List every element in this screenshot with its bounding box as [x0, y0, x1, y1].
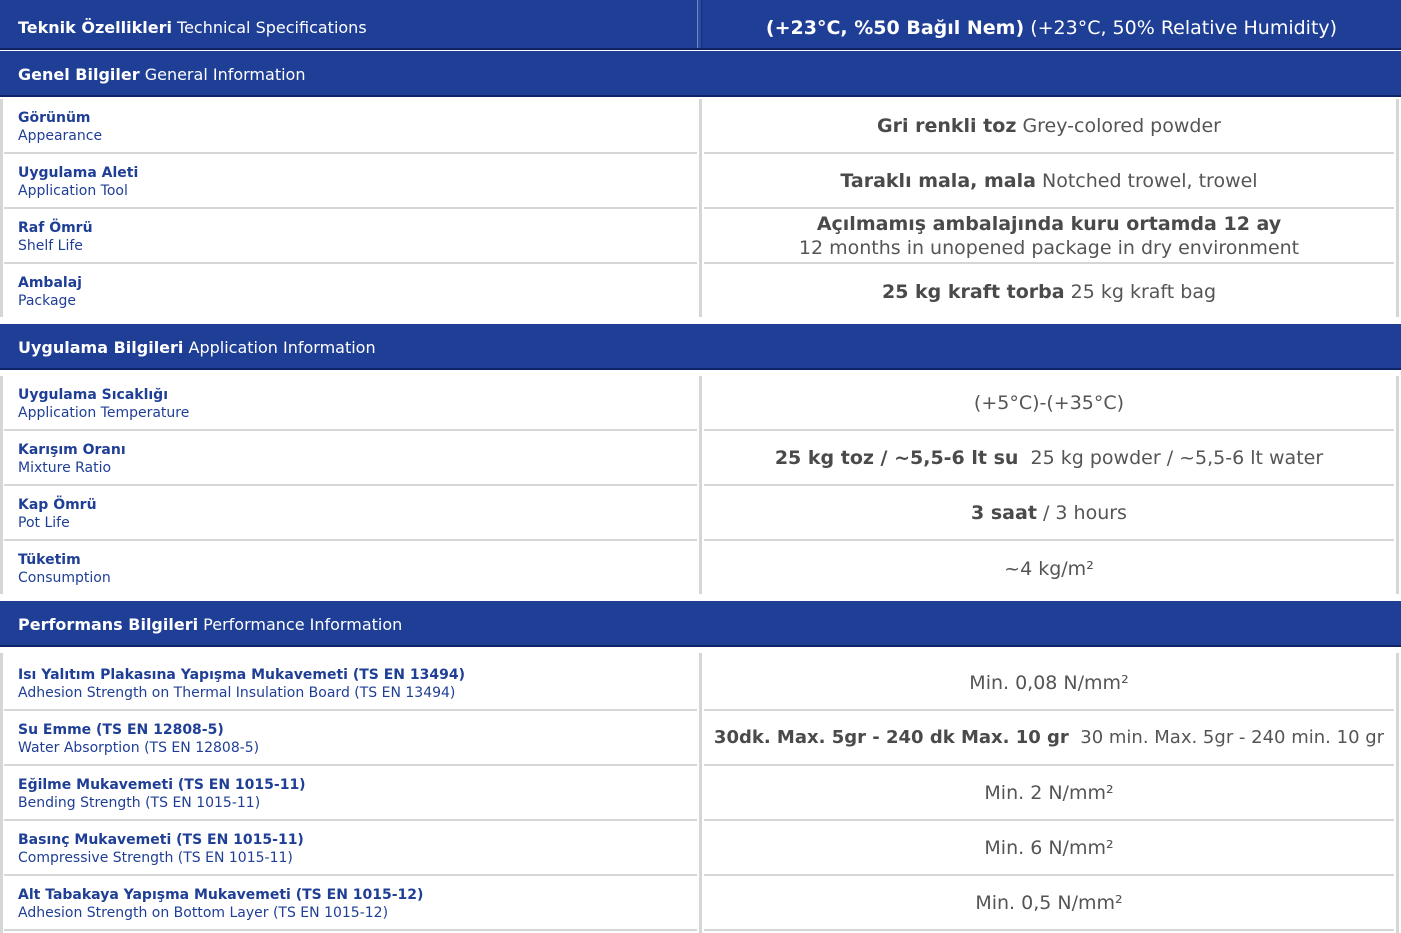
row-value: [704, 656, 1394, 711]
label-tr: Uygulama Aleti: [18, 165, 139, 181]
label-tr: Uygulama Sıcaklığı: [18, 387, 168, 403]
row-value: [704, 99, 1394, 154]
row-value: [704, 766, 1394, 821]
value-tr: Gri renkli toz: [877, 114, 1017, 137]
label-tr: Görünüm: [18, 110, 91, 126]
label-en: Package: [18, 293, 77, 309]
value-en: Min. 0,5 N/mm²: [975, 891, 1123, 914]
header-conditions: [702, 0, 1401, 48]
table-row: [0, 486, 1401, 541]
table-row: [0, 209, 1401, 264]
row-label: [4, 821, 697, 876]
row-label: [4, 541, 697, 596]
label-en: Mixture Ratio: [18, 460, 112, 476]
table-row: [0, 821, 1401, 876]
row-label: [4, 209, 697, 264]
label-en: Compressive Strength (TS EN 1015-11): [18, 850, 293, 866]
row-value: [704, 876, 1394, 931]
value-en: Grey-colored powder: [1022, 114, 1221, 137]
row-label: [4, 431, 697, 486]
table-row: [0, 541, 1401, 596]
header-title-tr: Teknik Özellikleri: [18, 18, 172, 37]
value-tr: Taraklı mala, mala: [840, 169, 1036, 192]
row-value: [704, 264, 1394, 319]
label-en: Bending Strength (TS EN 1015-11): [18, 795, 261, 811]
section-title-tr: Genel Bilgiler: [18, 65, 140, 84]
row-label: [4, 876, 697, 931]
label-tr: Basınç Mukavemeti (TS EN 1015-11): [18, 832, 304, 848]
label-tr: Raf Ömrü: [18, 220, 93, 236]
value-en: 30 min. Max. 5gr - 240 min. 10 gr: [1080, 726, 1385, 748]
value-en: 25 kg kraft bag: [1070, 280, 1217, 303]
table-row: [0, 711, 1401, 766]
row-label: [4, 486, 697, 541]
row-label: [4, 656, 697, 711]
table-row: [0, 766, 1401, 821]
label-en: Water Absorption (TS EN 12808-5): [18, 740, 260, 756]
section-title-tr: Uygulama Bilgileri: [18, 338, 184, 357]
row-label: [4, 711, 697, 766]
label-en: Consumption: [18, 570, 111, 586]
value-en: Min. 2 N/mm²: [984, 781, 1114, 804]
section-title-en: General Information: [144, 65, 306, 84]
row-label: [4, 376, 697, 431]
section-application-information: [0, 324, 1401, 370]
row-value: [704, 431, 1394, 486]
value-tr: Açılmamış ambalajında kuru ortamda 12 ay: [816, 212, 1282, 235]
section-title-tr: Performans Bilgileri: [18, 615, 199, 634]
row-value: [704, 541, 1394, 596]
table-row: [0, 154, 1401, 209]
header-conditions-tr: (+23°C, %50 Bağıl Nem): [765, 17, 1025, 39]
label-tr: Ambalaj: [18, 275, 82, 291]
label-en: Appearance: [18, 128, 103, 144]
value-tr: 25 kg kraft torba: [881, 280, 1065, 303]
value-en: Notched trowel, trowel: [1041, 169, 1258, 192]
label-tr: Isı Yalıtım Plakasına Yapışma Mukavemeti (TS EN 13494): [18, 667, 466, 683]
label-en: Application Temperature: [18, 405, 190, 421]
table-row: [0, 376, 1401, 431]
section-title-en: Application Information: [188, 338, 376, 357]
value-tr: 25 kg toz / ~5,5-6 lt su: [774, 446, 1019, 469]
table-row: [0, 656, 1401, 711]
label-tr: Su Emme (TS EN 12808-5): [18, 722, 224, 738]
label-tr: Eğilme Mukavemeti (TS EN 1015-11): [18, 777, 306, 793]
value-en: ~4 kg/m²: [1004, 557, 1094, 580]
row-value: [704, 376, 1394, 431]
value-en: Min. 0,08 N/mm²: [969, 671, 1129, 694]
table-header: [0, 0, 1401, 50]
label-tr: Tüketim: [18, 552, 81, 568]
value-en: 12 months in unopened package in dry environment: [798, 236, 1300, 259]
row-value: [704, 821, 1394, 876]
row-label: [4, 154, 697, 209]
table-row: [0, 431, 1401, 486]
row-value: [704, 209, 1394, 264]
value-tr: 3 saat: [971, 501, 1037, 524]
row-value: [704, 486, 1394, 541]
header-title-en: Technical Specifications: [177, 18, 367, 37]
label-tr: Kap Ömrü: [18, 497, 97, 513]
row-label: [4, 264, 697, 319]
value-en: / 3 hours: [1042, 501, 1127, 524]
row-value: [704, 154, 1394, 209]
label-en: Pot Life: [18, 515, 70, 531]
section-general-information: [0, 51, 1401, 97]
value-en: (+5°C)-(+35°C): [973, 391, 1125, 414]
label-tr: Karışım Oranı: [18, 442, 126, 458]
label-en: Application Tool: [18, 183, 128, 199]
row-label: [4, 766, 697, 821]
label-en: Adhesion Strength on Thermal Insulation Board (TS EN 13494): [18, 685, 456, 701]
section-performance-information: [0, 601, 1401, 647]
value-en: Min. 6 N/mm²: [984, 836, 1114, 859]
table-row: [0, 99, 1401, 154]
header-spec-title: [0, 0, 697, 48]
table-row: [0, 264, 1401, 319]
value-en: 25 kg powder / ~5,5-6 lt water: [1030, 446, 1324, 469]
label-en: Adhesion Strength on Bottom Layer (TS EN 1015-12): [18, 905, 389, 921]
header-conditions-en: (+23°C, 50% Relative Humidity): [1030, 17, 1338, 39]
label-en: Shelf Life: [18, 238, 83, 254]
row-label: [4, 99, 697, 154]
value-tr: 30dk. Max. 5gr - 240 dk Max. 10 gr: [713, 726, 1069, 748]
label-tr: Alt Tabakaya Yapışma Mukavemeti (TS EN 1015-12): [18, 887, 424, 903]
row-value: [704, 711, 1394, 766]
table-row: [0, 876, 1401, 931]
section-title-en: Performance Information: [203, 615, 403, 634]
